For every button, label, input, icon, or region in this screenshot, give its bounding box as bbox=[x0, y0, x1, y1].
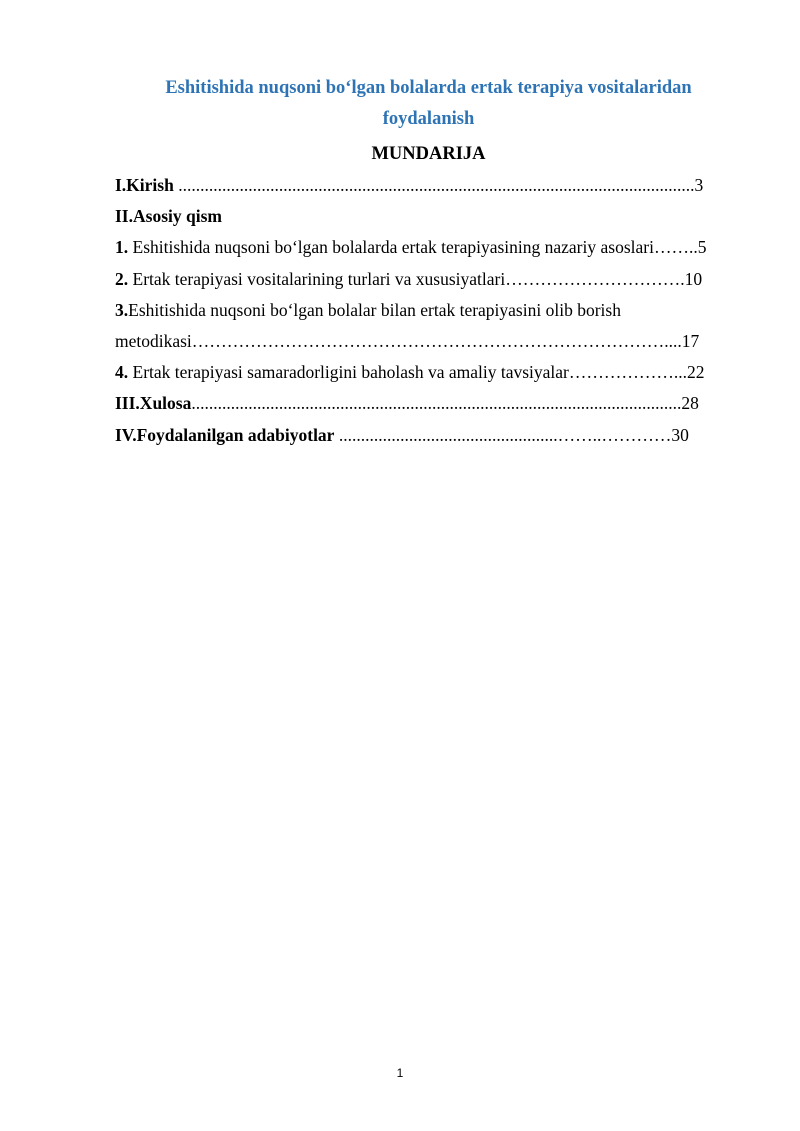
toc-entry-leader: ..................................................……..………… bbox=[334, 424, 672, 445]
toc-entry-label: I.Kirish bbox=[115, 175, 174, 195]
toc-entry-kirish bbox=[115, 170, 742, 201]
toc-entry-text: Ertak terapiyasi vositalarining turlari va xususiyatlari…………………………. bbox=[128, 268, 685, 289]
toc-entry-section-4 bbox=[115, 357, 742, 388]
toc-entry-page: 3 bbox=[694, 175, 704, 195]
toc-entry-section-1 bbox=[115, 232, 742, 263]
toc-entry-adabiyotlar bbox=[115, 420, 742, 451]
toc-entry-section-2 bbox=[115, 264, 742, 295]
toc-entry-label: III.Xulosa bbox=[115, 393, 192, 414]
toc-entry-number: 1. bbox=[115, 237, 129, 258]
toc-entry-label: IV.Foydalanilgan adabiyotlar bbox=[115, 424, 335, 445]
page-number: 1 bbox=[396, 1066, 404, 1080]
toc-entry-number: 4. bbox=[115, 362, 129, 383]
toc-entry-page: 22 bbox=[687, 362, 705, 383]
toc-entry-page: 5 bbox=[697, 237, 707, 258]
toc-entry-page: 17 bbox=[681, 331, 700, 352]
title-line-2: foydalanish bbox=[382, 109, 475, 129]
toc-entry-number: 3. bbox=[115, 299, 129, 320]
toc-entry-xulosa bbox=[115, 388, 742, 419]
toc-entry-label: II.Asosiy qism bbox=[115, 206, 222, 227]
toc-entry-asosiy-qism bbox=[115, 201, 742, 232]
document-title bbox=[115, 73, 742, 135]
toc-entry-number: 2. bbox=[115, 268, 129, 289]
toc-entry-text-line-1: Eshitishida nuqsoni bo‘lgan bolalar bilan ertak terapiyasini olib borish bbox=[128, 299, 621, 320]
toc-entry-section-3 bbox=[115, 295, 742, 357]
toc-entry-page: 28 bbox=[681, 393, 699, 414]
toc-entry-page: 10 bbox=[684, 268, 703, 289]
table-of-contents bbox=[115, 170, 742, 451]
toc-entry-leader: ................................................................................................................ bbox=[191, 393, 682, 414]
title-line-1: Eshitishida nuqsoni bo‘lgan bolalarda ertak terapiya vositalaridan bbox=[165, 78, 692, 98]
toc-entry-text-line-2: metodikasi……………………………………………………………………….... bbox=[115, 331, 682, 352]
toc-entry-text: Eshitishida nuqsoni bo‘lgan bolalarda ertak terapiyasining nazariy asoslari…….. bbox=[128, 237, 698, 258]
toc-heading: MUNDARIJA bbox=[371, 144, 486, 164]
toc-entry-leader: ...................................................................................................................... bbox=[173, 175, 695, 195]
toc-entry-page: 30 bbox=[671, 424, 689, 445]
toc-entry-text: Ertak terapiyasi samaradorligini baholash va amaliy tavsiyalar………………... bbox=[128, 362, 687, 383]
